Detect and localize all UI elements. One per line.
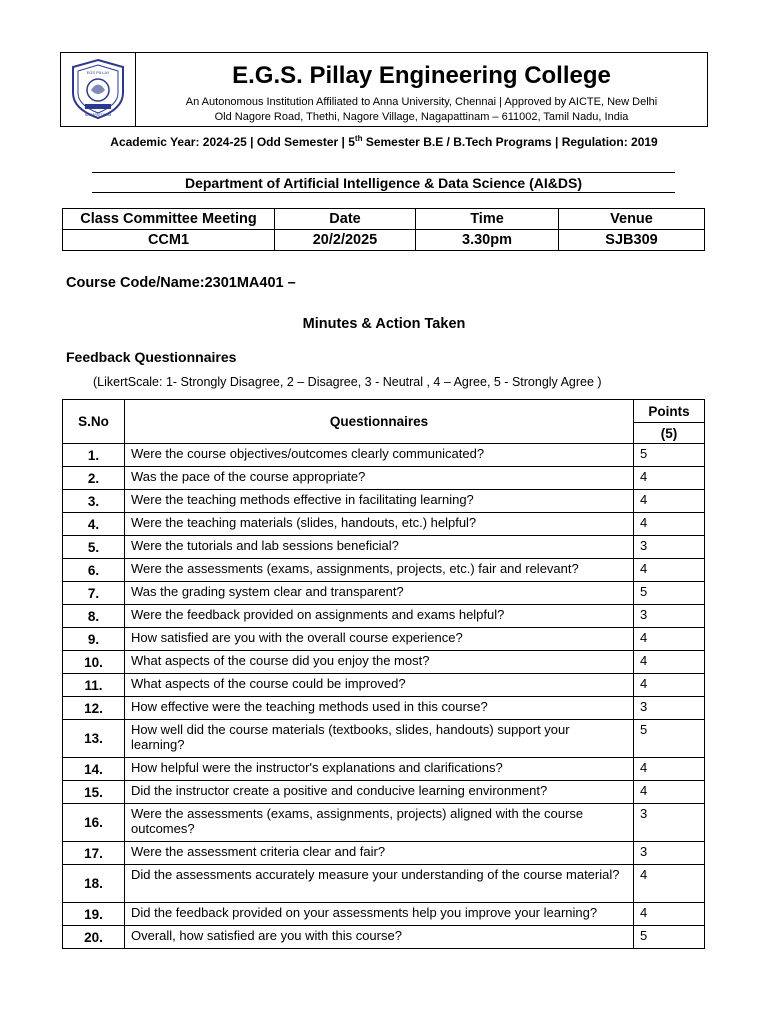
row-question: Did the instructor create a positive and conducive learning environment? xyxy=(125,781,634,804)
row-points: 3 xyxy=(634,605,705,628)
row-points: 4 xyxy=(634,674,705,697)
dept-rule-bottom xyxy=(92,192,675,193)
academic-line-sup: th xyxy=(354,134,363,143)
meeting-header-cell: Time xyxy=(416,209,559,230)
row-points: 4 xyxy=(634,513,705,536)
row-question: Were the assessments (exams, assignments, projects) aligned with the course outcomes? xyxy=(125,804,634,842)
table-row xyxy=(63,559,705,582)
meeting-header-cell: Class Committee Meeting xyxy=(63,209,275,230)
table-row xyxy=(63,804,705,842)
row-points: 5 xyxy=(634,926,705,949)
table-row xyxy=(63,926,705,949)
row-question: What aspects of the course did you enjoy the most? xyxy=(125,651,634,674)
table-header-row xyxy=(63,400,705,423)
row-sno: 2. xyxy=(63,467,125,490)
row-points: 3 xyxy=(634,536,705,559)
col-header-points-max: (5) xyxy=(634,423,705,444)
table-row xyxy=(63,628,705,651)
row-sno: 7. xyxy=(63,582,125,605)
meeting-value-cell: 20/2/2025 xyxy=(275,230,416,251)
academic-line-pre: Academic Year: 2024-25 | Odd Semester | 5 xyxy=(110,135,355,149)
college-name: E.G.S. Pillay Engineering College xyxy=(232,62,611,89)
row-sno: 14. xyxy=(63,758,125,781)
row-points: 4 xyxy=(634,903,705,926)
questionnaire-table xyxy=(62,399,705,949)
row-sno: 6. xyxy=(63,559,125,582)
row-question: Were the assessments (exams, assignments, projects, etc.) fair and relevant? xyxy=(125,559,634,582)
row-sno: 19. xyxy=(63,903,125,926)
row-question: Were the teaching materials (slides, handouts, etc.) helpful? xyxy=(125,513,634,536)
row-question: How satisfied are you with the overall course experience? xyxy=(125,628,634,651)
meeting-header-cell: Date xyxy=(275,209,416,230)
meeting-value-cell: SJB309 xyxy=(559,230,705,251)
meeting-table xyxy=(62,208,705,251)
row-sno: 1. xyxy=(63,444,125,467)
row-points: 3 xyxy=(634,842,705,865)
table-row xyxy=(63,903,705,926)
college-logo-cell xyxy=(61,53,136,126)
college-address: Old Nagore Road, Thethi, Nagore Village, Nagapattinam – 611002, Tamil Nadu, India xyxy=(214,111,629,123)
row-points: 4 xyxy=(634,651,705,674)
table-row xyxy=(63,651,705,674)
row-points: 5 xyxy=(634,582,705,605)
logo-text-top: EGS PILLAY xyxy=(86,70,110,75)
row-points: 4 xyxy=(634,865,705,903)
row-question: Did the assessments accurately measure your understanding of the course material? xyxy=(125,865,634,903)
row-question: How helpful were the instructor's explanations and clarifications? xyxy=(125,758,634,781)
row-sno: 5. xyxy=(63,536,125,559)
row-question: Were the course objectives/outcomes clearly communicated? xyxy=(125,444,634,467)
department-title: Department of Artificial Intelligence & Data Science (AI&DS) xyxy=(184,175,582,191)
row-points: 3 xyxy=(634,804,705,842)
row-points: 4 xyxy=(634,628,705,651)
row-sno: 16. xyxy=(63,804,125,842)
table-row xyxy=(63,490,705,513)
row-sno: 3. xyxy=(63,490,125,513)
table-row xyxy=(63,865,705,903)
table-row xyxy=(63,582,705,605)
likert-scale-note: (LikertScale: 1- Strongly Disagree, 2 – Disagree, 3 - Neutral , 4 – Agree, 5 - Strongly Agree ) xyxy=(93,375,602,389)
college-logo xyxy=(67,57,129,121)
table-row xyxy=(63,674,705,697)
row-points: 3 xyxy=(634,697,705,720)
col-header-points: Points xyxy=(634,400,705,423)
row-points: 4 xyxy=(634,490,705,513)
row-sno: 8. xyxy=(63,605,125,628)
table-row xyxy=(63,605,705,628)
table-row xyxy=(63,781,705,804)
row-sno: 11. xyxy=(63,674,125,697)
row-points: 5 xyxy=(634,444,705,467)
meeting-header-cell: Venue xyxy=(559,209,705,230)
meeting-value-row xyxy=(63,230,705,251)
academic-year-line xyxy=(60,134,708,149)
course-code: Course Code/Name:2301MA401 – xyxy=(66,275,296,291)
row-sno: 17. xyxy=(63,842,125,865)
row-question: Were the tutorials and lab sessions beneficial? xyxy=(125,536,634,559)
table-row xyxy=(63,720,705,758)
row-sno: 9. xyxy=(63,628,125,651)
col-header-sno: S.No xyxy=(63,400,125,444)
table-row xyxy=(63,444,705,467)
table-row xyxy=(63,513,705,536)
row-points: 4 xyxy=(634,781,705,804)
row-question: Were the teaching methods effective in facilitating learning? xyxy=(125,490,634,513)
row-question: Were the assessment criteria clear and fair? xyxy=(125,842,634,865)
row-question: Were the feedback provided on assignments and exams helpful? xyxy=(125,605,634,628)
academic-line-post: Semester B.E / B.Tech Programs | Regulation: 2019 xyxy=(362,135,658,149)
feedback-title: Feedback Questionnaires xyxy=(66,349,237,365)
row-question: How well did the course materials (textbooks, slides, handouts) support your learning? xyxy=(125,720,634,758)
row-question: Was the pace of the course appropriate? xyxy=(125,467,634,490)
meeting-value-cell: CCM1 xyxy=(63,230,275,251)
dept-rule-top xyxy=(92,172,675,173)
row-question: What aspects of the course could be improved? xyxy=(125,674,634,697)
row-sno: 12. xyxy=(63,697,125,720)
meeting-value-cell: 3.30pm xyxy=(416,230,559,251)
row-sno: 18. xyxy=(63,865,125,903)
table-row xyxy=(63,842,705,865)
meeting-header-row xyxy=(63,209,705,230)
row-points: 4 xyxy=(634,467,705,490)
college-header xyxy=(60,52,708,127)
table-row xyxy=(63,758,705,781)
row-sno: 20. xyxy=(63,926,125,949)
row-question: Overall, how satisfied are you with this course? xyxy=(125,926,634,949)
row-question: Was the grading system clear and transparent? xyxy=(125,582,634,605)
row-sno: 4. xyxy=(63,513,125,536)
row-sno: 15. xyxy=(63,781,125,804)
row-sno: 10. xyxy=(63,651,125,674)
row-points: 4 xyxy=(634,559,705,582)
table-row xyxy=(63,467,705,490)
logo-text-bottom: NAGAPATTINAM xyxy=(84,113,112,117)
row-question: Did the feedback provided on your assessments help you improve your learning? xyxy=(125,903,634,926)
table-row xyxy=(63,536,705,559)
college-affiliation: An Autonomous Institution Affiliated to Anna University, Chennai | Approved by AICTE, New Delhi xyxy=(185,96,658,108)
row-sno: 13. xyxy=(63,720,125,758)
table-row xyxy=(63,697,705,720)
col-header-question: Questionnaires xyxy=(125,400,634,444)
row-points: 4 xyxy=(634,758,705,781)
minutes-title: Minutes & Action Taken xyxy=(302,316,466,332)
row-points: 5 xyxy=(634,720,705,758)
row-question: How effective were the teaching methods used in this course? xyxy=(125,697,634,720)
